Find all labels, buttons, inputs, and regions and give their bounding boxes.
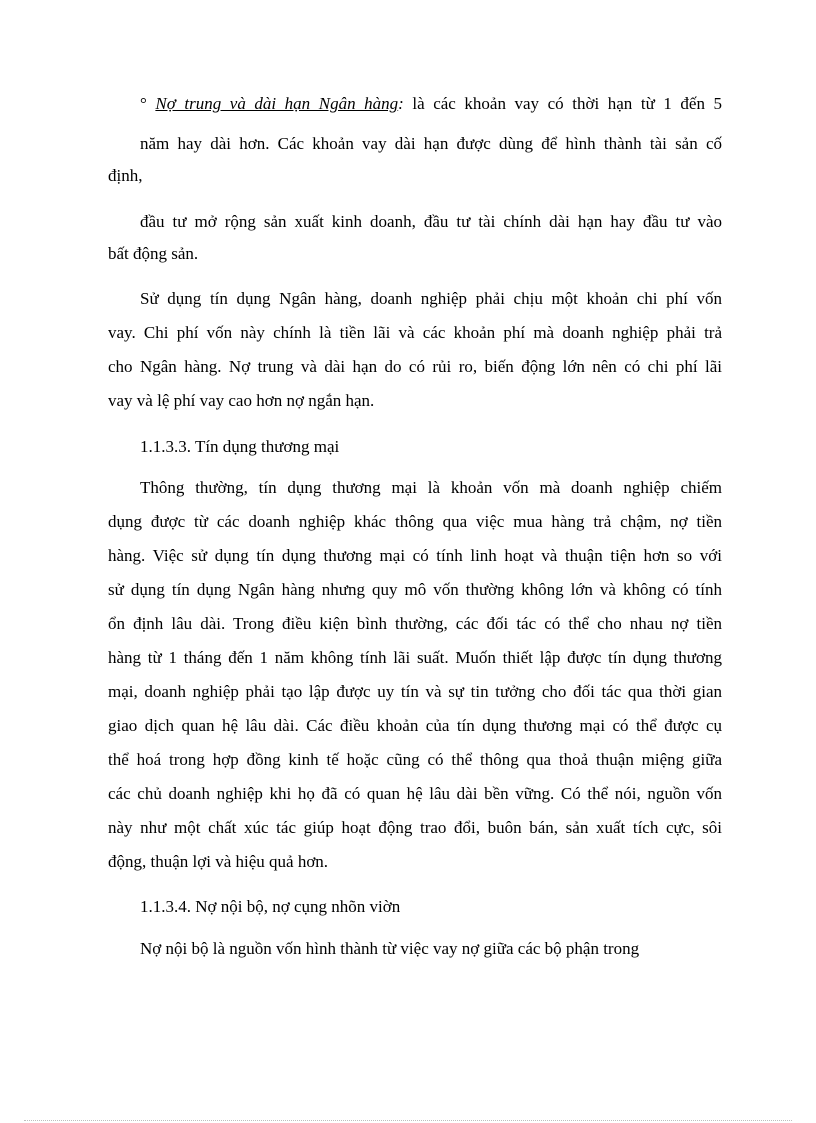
paragraph-line: vay và lệ phí vay cao hơn nợ ngắn hạn. bbox=[108, 391, 375, 410]
paragraph-line bbox=[140, 93, 722, 115]
defined-term: Nợ trung và dài hạn Ngân hàng bbox=[155, 94, 399, 113]
page-bottom-divider bbox=[24, 1120, 792, 1121]
line-text: là các khoản vay có thời hạn từ 1 đến 5 bbox=[403, 94, 722, 113]
paragraph-line: định, bbox=[108, 166, 143, 185]
paragraph-line: thể hoá trong hợp đồng kinh tế hoặc cũng có thể thông qua thoả thuận miệng giữa bbox=[108, 750, 722, 769]
paragraph-line: hàng. Việc sử dụng tín dụng thương mại có tính linh hoạt và thuận tiện hơn so với bbox=[108, 546, 722, 565]
paragraph-line: Sử dụng tín dụng Ngân hàng, doanh nghiệp phải chịu một khoản chi phí vốn bbox=[140, 289, 722, 308]
paragraph-line: vay. Chi phí vốn này chính là tiền lãi và các khoản phí mà doanh nghiệp phải trả bbox=[108, 323, 722, 342]
paragraph-line: đầu tư mở rộng sản xuất kinh doanh, đầu tư tài chính dài hạn hay đầu tư vào bbox=[140, 212, 722, 231]
paragraph-line: giao dịch quan hệ lâu dài. Các điều khoản của tín dụng thương mại có thể được cụ bbox=[108, 716, 722, 735]
paragraph-line: hàng từ 1 tháng đến 1 năm không tính lãi suất. Muốn thiết lập được tín dụng thương bbox=[108, 648, 722, 667]
paragraph-line: này như một chất xúc tác giúp hoạt động trao đổi, buôn bán, sản xuất tích cực, sôi bbox=[108, 818, 722, 837]
paragraph-line: Nợ nội bộ là nguồn vốn hình thành từ việc vay nợ giữa các bộ phận trong bbox=[140, 939, 640, 958]
paragraph-line: các chủ doanh nghiệp khi họ đã có quan hệ lâu dài bền vững. Có thể nói, nguồn vốn bbox=[108, 784, 722, 803]
section-heading: 1.1.3.4. Nợ nội bộ, nợ cụng nhõn viờn bbox=[140, 897, 401, 916]
section-heading: 1.1.3.3. Tín dụng thương mại bbox=[140, 437, 340, 456]
paragraph-line: sử dụng tín dụng Ngân hàng nhưng quy mô vốn thường không lớn và không có tính bbox=[108, 580, 722, 599]
paragraph-line: năm hay dài hơn. Các khoản vay dài hạn được dùng để hình thành tài sản cố bbox=[140, 134, 722, 153]
paragraph-line: bất động sản. bbox=[108, 244, 199, 263]
paragraph-line: cho Ngân hàng. Nợ trung và dài hạn do có rủi ro, biến động lớn nên có chi phí lãi bbox=[108, 357, 722, 376]
paragraph-line: Thông thường, tín dụng thương mại là khoản vốn mà doanh nghiệp chiếm bbox=[140, 478, 722, 497]
paragraph-line: ổn định lâu dài. Trong điều kiện bình thường, các đối tác có thể cho nhau nợ tiền bbox=[108, 614, 722, 633]
term-colon: : bbox=[398, 94, 404, 113]
paragraph-line: mại, doanh nghiệp phải tạo lập được uy tín và sự tin tưởng cho đối tác qua thời gian bbox=[108, 682, 722, 701]
bullet-symbol: ° bbox=[140, 94, 147, 113]
paragraph-line: động, thuận lợi và hiệu quả hơn. bbox=[108, 852, 329, 871]
paragraph-line: dụng được từ các doanh nghiệp khác thông qua việc mua hàng trả chậm, nợ tiền bbox=[108, 512, 722, 531]
